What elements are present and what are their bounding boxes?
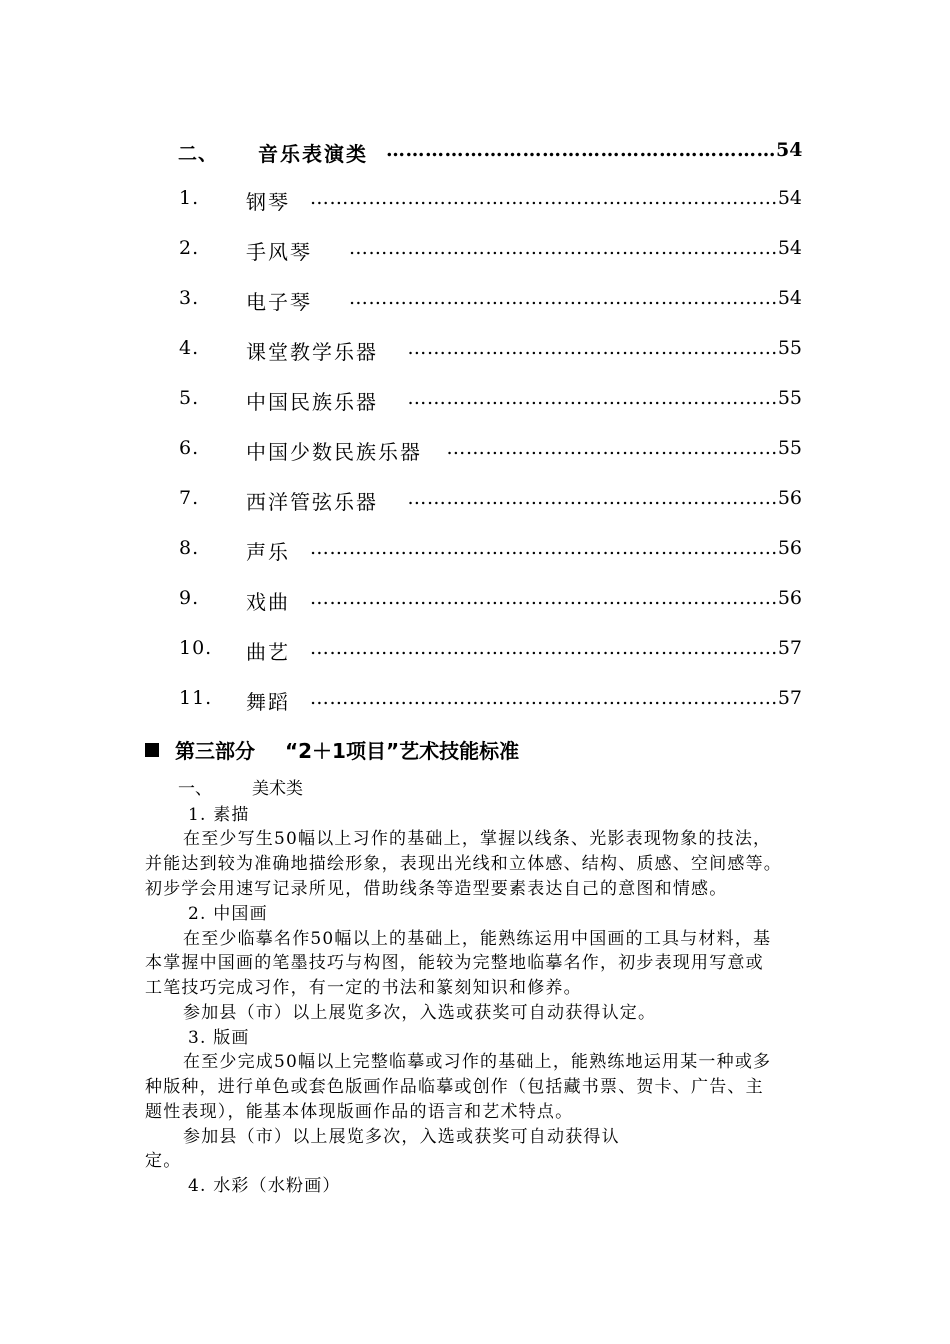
toc-entry-number: 9.: [179, 587, 200, 609]
toc-entry-page: 55: [777, 437, 802, 459]
toc-entry: [0, 636, 950, 666]
toc-entry-page: 54: [777, 187, 802, 209]
subsection-title: 2. 中国画: [188, 904, 268, 924]
toc-entry-number: 二、: [178, 143, 219, 165]
toc-entry: [0, 436, 950, 466]
toc-entry-title: 钢琴: [246, 190, 290, 214]
toc-dot-leader: …………………………………………………………54: [348, 287, 802, 309]
toc-entry: [0, 686, 950, 716]
toc-entry-page: 54: [776, 139, 802, 161]
toc-entry: [0, 138, 950, 168]
toc-dot-leader: ………………………………………………………………56: [309, 537, 802, 559]
toc-entry-number: 11.: [179, 687, 213, 709]
toc-entry-page: 54: [777, 237, 802, 259]
paragraph-line: 并能达到较为准确地描绘形象，表现出光线和立体感、结构、质感、空间感等。: [145, 854, 782, 874]
toc-entry-title: 中国民族乐器: [246, 390, 378, 414]
toc-dot-leader: ……………………………………………55: [446, 437, 802, 459]
toc-entry: [0, 486, 950, 516]
part-label: 第三部分: [175, 739, 255, 763]
toc-entry-title: 课堂教学乐器: [246, 340, 378, 364]
toc-entry-number: 4.: [179, 337, 200, 359]
paragraph-line: 本掌握中国画的笔墨技巧与构图，能较为完整地临摹名作，初步表现用写意或: [145, 953, 764, 973]
toc-entry-title: 戏曲: [246, 590, 290, 614]
square-bullet-icon: [145, 743, 159, 757]
toc-entry: [0, 286, 950, 316]
toc-entry: [0, 536, 950, 566]
toc-entry-page: 54: [777, 287, 802, 309]
paragraph-line: 定。: [145, 1151, 182, 1171]
paragraph-line: 题性表现），能基本体现版画作品的语言和艺术特点。: [145, 1102, 574, 1122]
toc-dot-leader: ………………………………………………………………57: [309, 687, 802, 709]
toc-entry: [0, 186, 950, 216]
toc-entry-title: 声乐: [246, 540, 290, 564]
toc-dot-leader: ………………………………………………………………54: [309, 187, 802, 209]
toc-entry: [0, 336, 950, 366]
section-heading: [178, 774, 303, 799]
toc-entry-number: 8.: [179, 537, 200, 559]
toc-entry-number: 1.: [179, 187, 200, 209]
toc-entry-number: 5.: [179, 387, 200, 409]
toc-entry-page: 55: [777, 387, 802, 409]
toc-entry-title: 曲艺: [246, 640, 290, 664]
toc-dot-leader: ………………………………………………………………57: [309, 637, 802, 659]
toc-dot-leader: …………………………………………………55: [407, 337, 802, 359]
toc-entry: [0, 586, 950, 616]
toc-entry: [0, 236, 950, 266]
section-number: 一、: [178, 779, 212, 799]
toc-entry-title: 西洋管弦乐器: [246, 490, 378, 514]
paragraph-line: 工笔技巧完成习作，有一定的书法和篆刻知识和修养。: [145, 978, 582, 998]
toc-entry-title: 音乐表演类: [258, 142, 368, 166]
paragraph-line: 在至少临摹名作50幅以上的基础上，能熟练运用中国画的工具与材料，基: [183, 929, 772, 949]
toc-entry-number: 3.: [179, 287, 200, 309]
toc-entry-page: 56: [777, 537, 802, 559]
paragraph-line: 初步学会用速写记录所见，借助线条等造型要素表达自己的意图和情感。: [145, 879, 728, 899]
toc-entry-page: 57: [777, 637, 802, 659]
toc-entry: [0, 386, 950, 416]
toc-entry-number: 7.: [179, 487, 200, 509]
paragraph-line: 参加县（市）以上展览多次，入选或获奖可自动获得认定。: [183, 1003, 657, 1023]
toc-entry-page: 55: [777, 337, 802, 359]
toc-entry-title: 电子琴: [246, 290, 312, 314]
section-title: 美术类: [252, 779, 303, 799]
toc-entry-number: 6.: [179, 437, 200, 459]
part-title: “2＋1项目”艺术技能标准: [285, 739, 520, 763]
subsection-title: 1. 素描: [188, 805, 250, 825]
paragraph-line: 种版种，进行单色或套色版画作品临摹或创作（包括藏书票、贺卡、广告、主: [145, 1077, 764, 1097]
subsection-title: 4. 水彩（水粉画）: [188, 1176, 341, 1196]
toc-entry-number: 2.: [179, 237, 200, 259]
paragraph-line: 在至少写生50幅以上习作的基础上，掌握以线条、光影表现物象的技法，: [183, 829, 772, 849]
toc-entry-title: 舞蹈: [246, 690, 290, 714]
toc-dot-leader: ……………………………………………………54: [386, 139, 802, 161]
toc-dot-leader: …………………………………………………………54: [348, 237, 802, 259]
toc-entry-page: 57: [777, 687, 802, 709]
toc-entry-title: 中国少数民族乐器: [246, 440, 422, 464]
subsection-title: 3. 版画: [188, 1028, 250, 1048]
part-heading: [145, 735, 519, 764]
toc-entry-page: 56: [777, 487, 802, 509]
toc-entry-page: 56: [777, 587, 802, 609]
toc-entry-title: 手风琴: [246, 240, 312, 264]
paragraph-line: 参加县（市）以上展览多次，入选或获奖可自动获得认: [183, 1127, 620, 1147]
toc-dot-leader: ………………………………………………………………56: [309, 587, 802, 609]
toc-dot-leader: …………………………………………………55: [407, 387, 802, 409]
paragraph-line: 在至少完成50幅以上完整临摹或习作的基础上，能熟练地运用某一种或多: [183, 1052, 772, 1072]
toc-entry-number: 10.: [179, 637, 213, 659]
toc-dot-leader: …………………………………………………56: [407, 487, 802, 509]
